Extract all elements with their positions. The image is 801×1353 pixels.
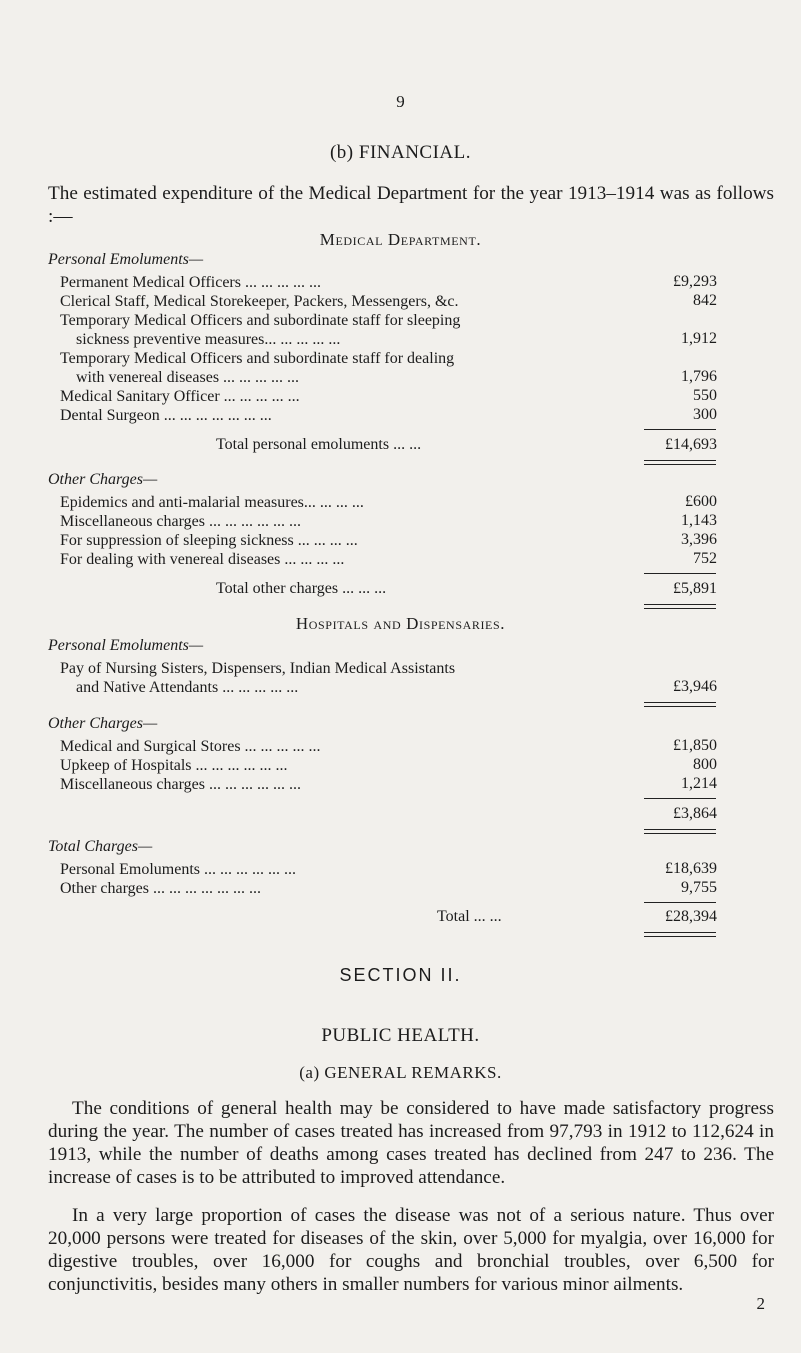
list-item [48,349,670,368]
item-amount: 3,396 [681,531,717,548]
list-item [64,330,686,349]
hospitals-other-total: £3,864 [673,805,717,822]
item-label: Dental Surgeon ... ... ... ... ... ... ... [60,407,272,424]
hospitals-personal-label: Personal Emoluments— [48,637,204,654]
total-charges-label: Total Charges— [48,838,153,855]
item-amount: 1,912 [681,330,717,347]
footer-number: 2 [756,1294,765,1313]
item-label: Pay of Nursing Sisters, Dispensers, Indian Medical Assistants [60,660,456,677]
list-item [48,879,670,898]
grand-total-label: Total ... ... [437,908,502,925]
intro-paragraph: The estimated expenditure of the Medical Department for the year 1913–1914 was as follows :— [48,183,774,227]
public-health-title: PUBLIC HEALTH. [321,1025,480,1046]
double-divider [644,829,716,834]
item-label: Medical and Surgical Stores ... ... ... ... ... [60,738,321,755]
divider [644,798,716,799]
item-amount: 752 [693,550,717,567]
item-label: Medical Sanitary Officer ... ... ... ... ... [60,388,300,405]
list-item [48,531,670,550]
item-amount: 800 [693,756,717,773]
item-label: and Native Attendants ... ... ... ... ... [76,679,299,696]
divider [644,573,716,574]
item-label: Epidemics and anti-malarial measures... ... ... ... [60,494,364,511]
item-label: For dealing with venereal diseases ... ... ... ... [60,551,345,568]
item-amount: 9,755 [681,879,717,896]
list-item [64,368,686,387]
list-item [48,550,670,569]
list-item [48,756,670,775]
item-label: Clerical Staff, Medical Storekeeper, Packers, Messengers, &c. [60,293,459,310]
item-amount: £3,946 [673,678,717,695]
double-divider [644,932,716,937]
item-label: with venereal diseases ... ... ... ... ... [76,369,300,386]
list-item [48,775,670,794]
item-amount: £600 [685,493,717,510]
grand-total-amount: £28,394 [665,908,717,925]
paragraph-1: The conditions of general health may be considered to have made satisfactory progress during the year. The number of cases treated has increased from 97,793 in 1912 to 112,624 in 1913, while the number of deaths among cases treated has declined from 247 to 236. The increase of cases is to be attributed to improved attendance. [48,1098,774,1188]
list-item [48,311,670,330]
list-item [48,659,700,678]
item-label: Temporary Medical Officers and subordinate staff for sleeping [60,312,461,329]
item-amount: 842 [693,292,717,309]
item-label: Temporary Medical Officers and subordinate staff for dealing [60,350,455,367]
general-remarks-heading: (a) GENERAL REMARKS. [299,1063,502,1082]
list-item [48,273,670,292]
item-label: For suppression of sleeping sickness ... ... ... ... [60,532,358,549]
other-total-label: Total other charges ... ... ... [216,580,387,597]
list-item [48,737,670,756]
list-item [48,860,670,879]
item-label: Personal Emoluments ... ... ... ... ... ... [60,861,296,878]
personal-total-label: Total personal emoluments ... ... [216,436,422,453]
other-charges-label: Other Charges— [48,471,158,488]
hospitals-other-label: Other Charges— [48,715,158,732]
item-amount: 550 [693,387,717,404]
item-label: Other charges ... ... ... ... ... ... ... [60,880,261,897]
item-amount: 1,143 [681,512,717,529]
item-label: sickness preventive measures... ... ... ... ... [76,331,341,348]
item-amount: £1,850 [673,737,717,754]
divider [644,429,716,430]
personal-emoluments-label: Personal Emoluments— [48,251,204,268]
item-amount: 1,214 [681,775,717,792]
item-amount: 1,796 [681,368,717,385]
list-item [48,493,670,512]
double-divider [644,604,716,609]
paragraph-2: In a very large proportion of cases the disease was not of a serious nature. Thus over 20,000 persons were treated for diseases of the skin, over 5,000 for myalgia, over 16,000 for digestive troubles, over 16,000 for coughs and bronchial troubles, over 6,500 for conjunctivitis, besides many others in smaller numbers for various minor ailments. [48,1205,774,1295]
personal-total-amount: £14,693 [665,436,717,453]
item-amount: 300 [693,406,717,423]
item-amount: £9,293 [673,273,717,290]
list-item [48,292,670,311]
hospitals-title: Hospitals and Dispensaries. [295,614,506,633]
financial-heading: (b) FINANCIAL. [329,142,472,163]
section-heading: SECTION II. [339,965,462,985]
double-divider [644,460,716,465]
list-item [64,678,686,697]
item-label: Miscellaneous charges ... ... ... ... ... ... [60,513,301,530]
item-label: Permanent Medical Officers ... ... ... ... ... [60,274,321,291]
list-item [48,406,670,425]
divider [644,902,716,903]
page-number: 9 [396,92,405,111]
list-item [48,387,670,406]
item-label: Upkeep of Hospitals ... ... ... ... ... ... [60,757,288,774]
other-total-amount: £5,891 [673,580,717,597]
item-label: Miscellaneous charges ... ... ... ... ... ... [60,776,301,793]
list-item [48,512,670,531]
medical-department-title: Medical Department. [319,230,482,249]
item-amount: £18,639 [665,860,717,877]
double-divider [644,702,716,707]
